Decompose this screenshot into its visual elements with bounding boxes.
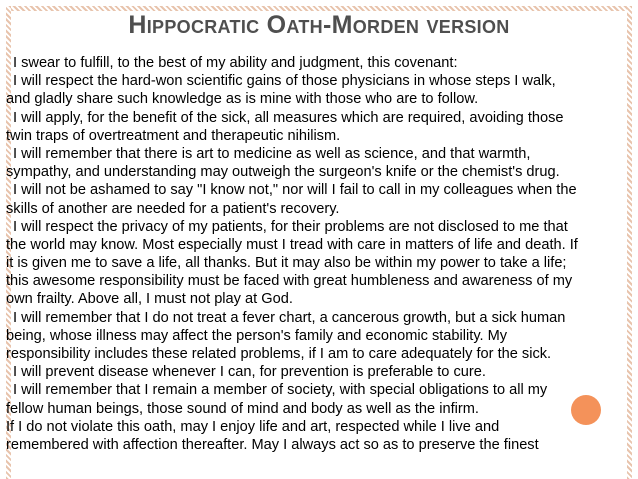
oath-line: the world may know. Most especially must I tread with care in matters of life and death. If <box>6 236 578 253</box>
oath-line: I will apply, for the benefit of the sick, all measures which are required, avoiding those <box>13 109 564 126</box>
oath-line: If I do not violate this oath, may I enjoy life and art, respected while I live and <box>6 418 500 435</box>
oath-line: I will respect the privacy of my patients, for their problems are not disclosed to me that <box>13 218 568 235</box>
oath-text <box>6 54 632 454</box>
oath-line: I will not be ashamed to say "I know not," nor will I fail to call in my colleagues when the <box>13 182 577 199</box>
oath-line: own frailty. Above all, I must not play at God. <box>6 291 293 308</box>
slide-number-circle <box>571 395 601 425</box>
oath-line: and gladly share such knowledge as is mine with those who are to follow. <box>6 91 479 108</box>
oath-line: responsibility includes these related problems, if I am to care adequately for the sick. <box>6 346 552 362</box>
oath-line: it is given me to save a life, all thanks. But it may also be within my power to take a life; <box>6 255 567 272</box>
slide-title: Hippocratic Oath-Morden version <box>128 11 510 39</box>
oath-line: sympathy, and understanding may outweigh the surgeon's knife or the chemist's drug. <box>6 164 560 181</box>
oath-line: twin traps of overtreatment and therapeutic nihilism. <box>6 127 341 144</box>
oath-line: remembered with affection thereafter. May I always act so as to preserve the finest <box>6 436 539 453</box>
oath-line: I will respect the hard-won scientific gains of those physicians in whose steps I walk, <box>13 73 556 90</box>
oath-line: skills of another are needed for a patient's recovery. <box>6 200 340 217</box>
oath-line: I will remember that there is art to medicine as well as science, and that warmth, <box>13 145 531 162</box>
oath-line: I will remember that I do not treat a fever chart, a cancerous growth, but a sick human <box>13 309 566 326</box>
oath-line: I will prevent disease whenever I can, for prevention is preferable to cure. <box>13 364 486 381</box>
oath-line: this awesome responsibility must be faced with great humbleness and awareness of my <box>6 273 573 290</box>
oath-line: being, whose illness may affect the person's family and economic stability. My <box>6 327 508 344</box>
oath-line: I will remember that I remain a member of society, with special obligations to all my <box>13 382 548 399</box>
oath-line: I swear to fulfill, to the best of my ability and judgment, this covenant: <box>13 55 458 71</box>
oath-line: fellow human beings, those sound of mind and body as well as the infirm. <box>6 400 479 417</box>
